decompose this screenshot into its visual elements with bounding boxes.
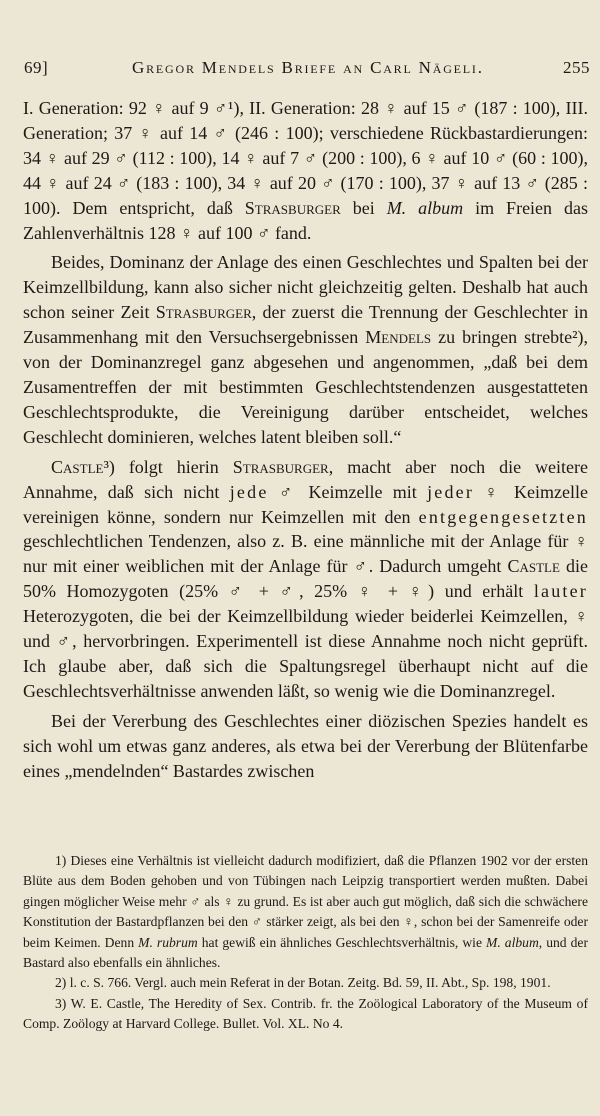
text-run: hat gewiß ein ähnliches Geschlechtsverhältnis, wie bbox=[197, 934, 487, 950]
small-caps-name: Mendels bbox=[365, 327, 432, 348]
text-run: I. Generation: 92 ♀ auf 9 ♂¹), II. Generation: 28 ♀ auf 15 ♂ (187 : 100), III. Generation; 37 ♀ auf 14 ♂ (246 : 100); verschiedene Rückbastardierungen: 34 ♀ auf 29 ♂ (112 : 100), 14 ♀ auf 7 ♂ (200 : 100), 6 ♀ auf 10 ♂ (60 : 100), 44 ♀ auf 24 ♂ (183 : 100), 34 ♀ auf 20 ♂ (170 : 100), 37 ♀ auf 13 ♂ (285 : 100). Dem entspricht, daß bbox=[23, 98, 588, 218]
footnote bbox=[23, 994, 588, 1035]
italic-text: M. rubrum bbox=[138, 934, 198, 950]
paragraph bbox=[23, 96, 588, 245]
text-run: 3) W. E. Castle, The Heredity of Sex. Contrib. fr. the Zoölogical Laboratory of the Museum of Comp. Zoölogy at Harvard College. Bullet. Vol. XL. No 4. bbox=[23, 995, 588, 1032]
text-run: die 50% Homozygoten (25% ♂ + ♂, 25% ♀ + ♀) und erhält bbox=[23, 556, 588, 602]
small-caps-name: Strasburger bbox=[155, 302, 252, 323]
text-run: bei bbox=[340, 197, 387, 218]
footnote bbox=[23, 851, 588, 973]
spaced-emphasis: jeder bbox=[427, 481, 475, 502]
footnote bbox=[23, 973, 588, 993]
text-run: , macht aber noch die weitere Annahme, daß sich nicht bbox=[23, 456, 588, 502]
small-caps-name: Strasburger bbox=[232, 456, 329, 477]
running-header bbox=[24, 58, 590, 84]
text-run: Beides, Dominanz der Anlage des einen Geschlechtes und Spalten bei der Keimzellbildung, kann also sicher nicht gleichzeitig gelten. Deshalb hat auch schon seiner Zeit bbox=[23, 252, 588, 323]
spaced-emphasis: lauter bbox=[533, 581, 588, 602]
footnotes bbox=[23, 851, 588, 1035]
italic-text: M. album bbox=[386, 197, 464, 218]
text-run: 1) Dieses eine Verhältnis ist vielleicht dadurch modifiziert, daß die Pflanzen 1902 vor der ersten Blüte aus dem Boden gehoben und von Tübingen nach Leipzig transportiert werden mußten. Dabei gingen möglicher Weise mehr ♂ als ♀ zu grund. Es ist aber auch gut möglich, daß sich die schwächere Konstitution der Bastardpflanzen bei den ♂ stärker zeigt, als bei den ♀, schon bei der Samenreife oder beim Keimen. Denn bbox=[23, 853, 588, 950]
small-caps-name: Castle bbox=[51, 456, 104, 477]
paragraph bbox=[23, 455, 588, 704]
paragraph bbox=[23, 709, 588, 784]
text-run: im Freien das Zahlenverhältnis 128 ♀ auf 100 ♂ fand. bbox=[23, 197, 588, 243]
text-run: , und der Bastard also ebenfalls ein ähnliches. bbox=[23, 934, 588, 971]
main-text bbox=[23, 96, 588, 783]
page-reference: 69] bbox=[24, 58, 49, 77]
paragraph bbox=[23, 250, 588, 449]
small-caps-name: Castle bbox=[507, 556, 560, 577]
text-run: 2) l. c. S. 766. Vergl. auch mein Referat in der Botan. Zeitg. Bd. 59, II. Abt., Sp. 198, 1901. bbox=[55, 975, 551, 991]
italic-text: M. album bbox=[486, 934, 539, 950]
text-run: ♂ Keimzelle mit bbox=[268, 481, 428, 502]
text-run: , der zuerst die Trennung der Geschlechter in Zusammenhang mit den Versuchsergebnissen bbox=[23, 302, 589, 348]
spaced-emphasis: entgegengesetzten bbox=[418, 506, 588, 527]
text-run: Heterozygoten, die bei der Keimzellbildung wieder beiderlei Keimzellen, ♀ und ♂, hervorbringen. Experimentell ist diese Annahme noch nicht geprüft. Ich glaube aber, daß sich die Spaltungsregel überhaupt nicht auf die Geschlechtsverhältnisse anwenden läßt, so wenig wie die Dominanzregel. bbox=[23, 606, 588, 701]
text-run: Bei der Vererbung des Geschlechtes einer diözischen Spezies handelt es sich wohl um etwas ganz anderes, als etwa bei der Vererbung der Blütenfarbe eines „mendelnden“ Bastardes zwischen bbox=[23, 710, 588, 781]
small-caps-name: Strasburger bbox=[244, 197, 341, 218]
text-run: ♀ Keimzelle vereinigen könne, sondern nur Keimzellen mit den bbox=[23, 481, 588, 527]
page-number: 255 bbox=[563, 58, 590, 77]
running-title: Gregor Mendels Briefe an Carl Nägeli. bbox=[132, 58, 484, 77]
spaced-emphasis: jede bbox=[229, 481, 269, 502]
text-run: geschlechtlichen Tendenzen, also z. B. eine männliche mit der Anlage für ♀ nur mit einer weiblichen mit der Anlage für ♂. Dadurch umgeht bbox=[23, 531, 588, 577]
text-run: zu bringen strebte²), von der Dominanzregel ganz abgesehen und angenommen, „daß bei dem Zusamentreffen der mit bestimmten Geschlechtstendenzen ausgestatteten Geschlechtsprodukte, die Vereinigung darüber entscheidet, welches Geschlecht dominieren, welches latent bleiben soll.“ bbox=[23, 327, 588, 447]
text-run: ³) folgt hierin bbox=[103, 456, 233, 477]
